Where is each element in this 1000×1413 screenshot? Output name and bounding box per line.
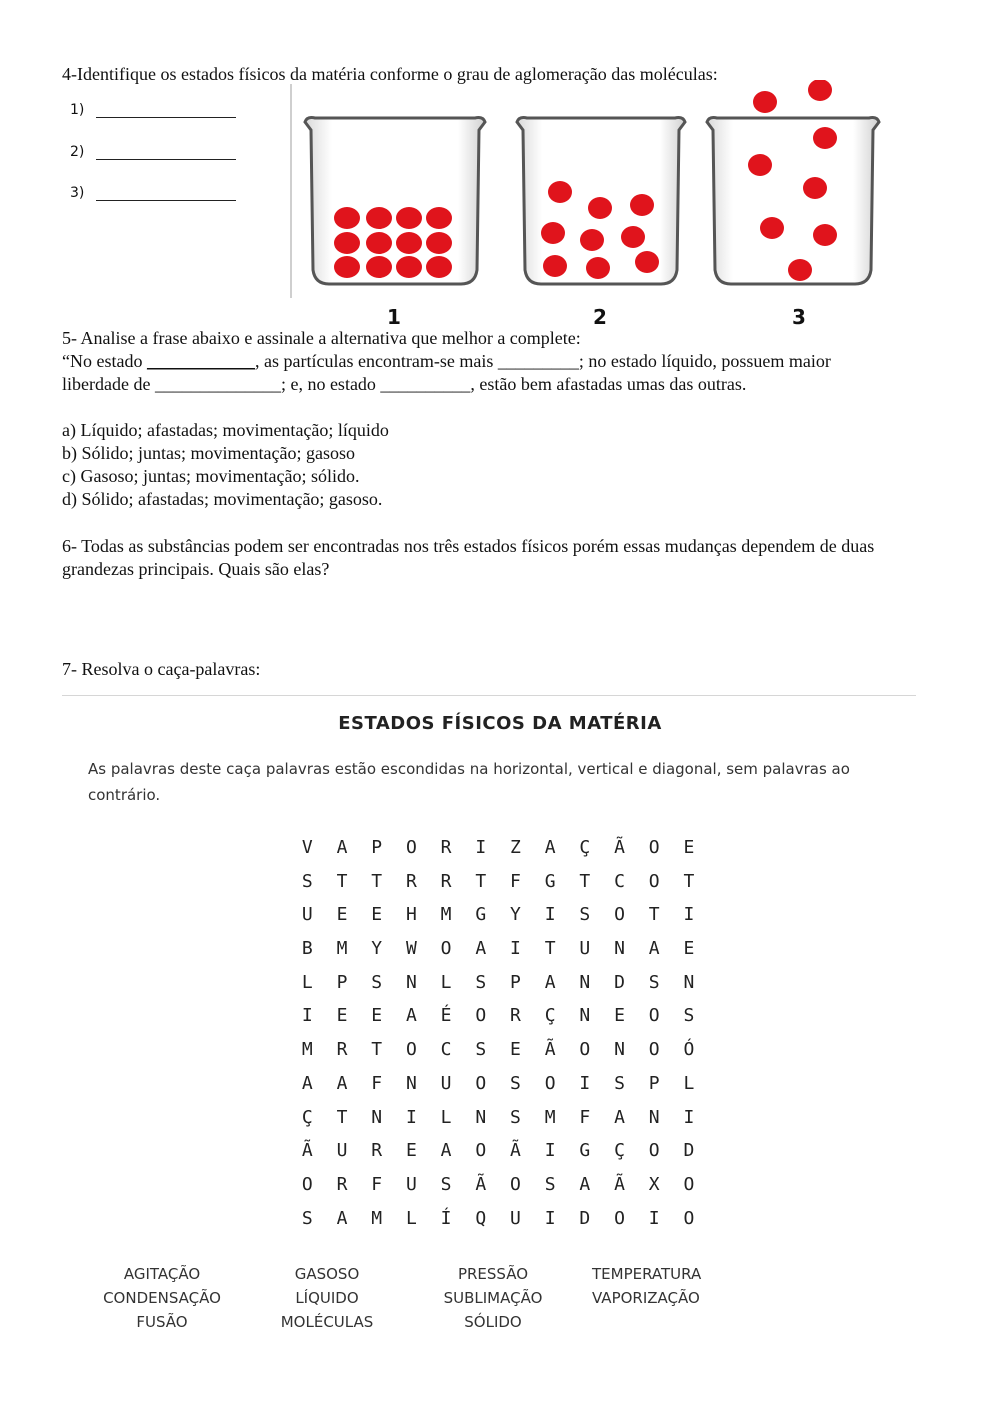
grid-letter[interactable]: O xyxy=(683,1173,695,1195)
grid-letter[interactable]: R xyxy=(405,870,417,892)
grid-letter[interactable]: I xyxy=(544,1140,556,1162)
image-border-line xyxy=(290,84,292,298)
grid-letter[interactable]: C xyxy=(614,870,625,892)
grid-letter[interactable]: Ç xyxy=(544,1005,556,1027)
beaker-gas xyxy=(707,80,879,284)
grid-letter[interactable]: O xyxy=(648,870,660,892)
word-list-column-1 xyxy=(92,1262,232,1334)
grid-row xyxy=(290,1105,706,1139)
grid-letter[interactable]: Ó xyxy=(683,1039,695,1061)
grid-letter[interactable]: R xyxy=(336,1039,348,1061)
grid-letter[interactable]: I xyxy=(683,1106,695,1128)
grid-row xyxy=(290,1003,706,1037)
grid-letter[interactable]: O xyxy=(510,1173,521,1195)
grid-letter[interactable]: T xyxy=(683,870,695,892)
option-a[interactable]: a) Líquido; afastadas; movimentação; líquido xyxy=(62,420,389,440)
grid-letter[interactable]: N xyxy=(579,971,591,993)
beaker-label-3: 3 xyxy=(792,305,806,329)
sentence-text: “No estado xyxy=(62,351,147,371)
grid-letter[interactable]: O xyxy=(579,1039,591,1061)
beaker-label-2: 2 xyxy=(593,305,607,329)
grid-letter[interactable]: Ã xyxy=(614,1173,625,1195)
grid-row xyxy=(290,1206,706,1240)
word-item: PRESSÃO xyxy=(457,1265,529,1283)
option-b[interactable]: b) Sólido; juntas; movimentação; gasoso xyxy=(62,443,355,463)
grid-letter[interactable]: D xyxy=(579,1207,591,1229)
grid-letter[interactable]: I xyxy=(405,1106,417,1128)
grid-letter[interactable]: U xyxy=(440,1072,452,1094)
grid-letter[interactable]: O xyxy=(475,1140,487,1162)
blank-number: 2) xyxy=(70,144,85,160)
word-item: VAPORIZAÇÃO xyxy=(592,1289,700,1307)
grid-letter[interactable]: A xyxy=(336,1072,348,1094)
answer-blank-1[interactable] xyxy=(70,102,236,118)
grid-letter[interactable]: Ç xyxy=(579,837,591,858)
question-5-title: 5- Analise a frase abaixo e assinale a alternativa que melhor a complete: xyxy=(62,328,581,348)
answer-blank-3[interactable] xyxy=(70,185,236,201)
grid-letter[interactable]: L xyxy=(301,971,313,993)
question-5-options xyxy=(62,419,389,511)
wordsearch-title: ESTADOS FÍSICOS DA MATÉRIA xyxy=(338,713,662,734)
grid-letter[interactable]: S xyxy=(510,1072,521,1094)
grid-letter[interactable]: T xyxy=(544,938,556,960)
grid-row xyxy=(290,1037,706,1071)
grid-letter[interactable]: G xyxy=(475,904,487,926)
blank-number: 3) xyxy=(70,185,85,201)
grid-letter[interactable]: R xyxy=(510,1005,521,1027)
word-item: TEMPERATURA xyxy=(592,1265,702,1283)
grid-letter[interactable]: N xyxy=(614,1039,625,1061)
grid-letter[interactable]: P xyxy=(371,837,383,858)
word-item: AGITAÇÃO xyxy=(123,1265,201,1283)
grid-letter[interactable]: L xyxy=(683,1072,695,1094)
word-item: SUBLIMAÇÃO xyxy=(443,1289,543,1307)
grid-letter[interactable]: C xyxy=(440,1039,452,1061)
grid-letter[interactable]: F xyxy=(510,870,521,892)
grid-letter[interactable]: E xyxy=(336,1005,348,1027)
word-item: SÓLIDO xyxy=(464,1313,522,1331)
grid-letter[interactable]: Ç xyxy=(301,1106,313,1128)
option-c[interactable]: c) Gasoso; juntas; movimentação; sólido. xyxy=(62,466,360,486)
grid-letter[interactable]: T xyxy=(336,870,348,892)
grid-letter[interactable]: O xyxy=(405,837,417,858)
word-item: GASOSO xyxy=(294,1265,360,1283)
grid-letter[interactable]: V xyxy=(301,837,313,858)
grid-letter[interactable]: I xyxy=(544,904,556,926)
grid-letter[interactable]: M xyxy=(544,1106,556,1128)
grid-letter[interactable]: D xyxy=(683,1140,695,1162)
grid-letter[interactable]: E xyxy=(371,904,383,926)
grid-letter[interactable]: N xyxy=(683,971,695,993)
grid-letter[interactable]: T xyxy=(336,1106,348,1128)
word-item: LÍQUIDO xyxy=(295,1289,359,1307)
grid-letter[interactable]: O xyxy=(648,1039,660,1061)
grid-letter[interactable]: Ã xyxy=(510,1140,521,1162)
grid-letter[interactable]: U xyxy=(579,938,591,960)
grid-letter[interactable]: S xyxy=(544,1173,556,1195)
grid-letter[interactable]: N xyxy=(614,938,625,960)
grid-letter[interactable]: S xyxy=(648,971,660,993)
wordsearch-description: As palavras deste caça palavras estão escondidas na horizontal, vertical e diagonal, sem palavras ao contrário. xyxy=(88,760,850,804)
grid-letter[interactable]: T xyxy=(371,870,383,892)
grid-letter[interactable]: B xyxy=(301,938,313,960)
grid-letter[interactable]: E xyxy=(683,938,695,960)
grid-letter[interactable]: H xyxy=(405,904,417,926)
grid-letter[interactable]: S xyxy=(579,904,591,926)
question-4-title: 4-Identifique os estados físicos da matéria conforme o grau de aglomeração das moléculas: xyxy=(62,64,718,84)
grid-letter[interactable]: M xyxy=(336,938,348,960)
grid-row xyxy=(290,936,706,970)
grid-letter[interactable]: S xyxy=(475,1039,487,1061)
question-5-sentence-line1 xyxy=(62,350,942,373)
grid-letter[interactable]: Y xyxy=(510,904,521,926)
grid-letter[interactable]: N xyxy=(648,1106,660,1128)
grid-letter[interactable]: R xyxy=(371,1140,383,1162)
grid-letter[interactable]: S xyxy=(301,1207,313,1229)
grid-letter[interactable]: Y xyxy=(371,938,383,960)
word-list-column-3 xyxy=(428,1262,558,1334)
grid-letter[interactable]: A xyxy=(336,837,348,858)
grid-letter[interactable]: U xyxy=(405,1173,417,1195)
grid-letter[interactable]: Ã xyxy=(544,1039,556,1061)
grid-letter[interactable]: R xyxy=(440,870,452,892)
grid-letter[interactable]: E xyxy=(614,1005,625,1027)
grid-letter[interactable]: O xyxy=(683,1207,695,1229)
grid-letter[interactable]: M xyxy=(371,1207,383,1229)
grid-letter[interactable]: Z xyxy=(510,837,521,858)
grid-letter[interactable]: A xyxy=(614,1106,625,1128)
grid-letter[interactable]: A xyxy=(405,1005,417,1027)
grid-letter[interactable]: P xyxy=(336,971,348,993)
grid-letter[interactable]: E xyxy=(683,837,695,858)
grid-letter[interactable]: O xyxy=(544,1072,556,1094)
grid-letter[interactable]: O xyxy=(475,1005,487,1027)
wordsearch-grid[interactable] xyxy=(290,835,706,1239)
grid-letter[interactable]: S xyxy=(683,1005,695,1027)
grid-letter[interactable]: S xyxy=(614,1072,625,1094)
grid-row xyxy=(290,869,706,903)
blank-line xyxy=(96,186,236,201)
grid-letter[interactable]: A xyxy=(544,971,556,993)
question-5-sentence-line2: liberdade de ______________; e, no estado __________, estão bem afastadas umas das outras. xyxy=(62,374,747,394)
word-list-column-2 xyxy=(262,1262,392,1334)
grid-letter[interactable]: P xyxy=(510,971,521,993)
grid-letter[interactable]: S xyxy=(440,1173,452,1195)
grid-letter[interactable]: I xyxy=(510,938,521,960)
grid-letter[interactable]: O xyxy=(440,938,452,960)
grid-letter[interactable]: S xyxy=(301,870,313,892)
word-item: CONDENSAÇÃO xyxy=(103,1289,221,1307)
grid-letter[interactable]: O xyxy=(475,1072,487,1094)
grid-letter[interactable]: Ã xyxy=(301,1140,313,1162)
grid-letter[interactable]: X xyxy=(648,1173,660,1195)
grid-letter[interactable]: Q xyxy=(475,1207,487,1229)
grid-letter[interactable]: Ç xyxy=(614,1140,625,1162)
grid-letter[interactable]: É xyxy=(440,1005,452,1027)
grid-letter[interactable]: I xyxy=(544,1207,556,1229)
grid-letter[interactable]: O xyxy=(648,837,660,858)
word-item: MOLÉCULAS xyxy=(280,1313,374,1331)
grid-letter[interactable]: U xyxy=(510,1207,521,1229)
grid-letter[interactable]: P xyxy=(648,1072,660,1094)
grid-letter[interactable]: E xyxy=(510,1039,521,1061)
grid-row xyxy=(290,970,706,1004)
grid-letter[interactable]: M xyxy=(301,1039,313,1061)
blank-number: 1) xyxy=(70,102,85,118)
grid-letter[interactable]: A xyxy=(301,1072,313,1094)
divider xyxy=(62,695,916,696)
grid-letter[interactable]: G xyxy=(544,870,556,892)
grid-letter[interactable]: M xyxy=(440,904,452,926)
grid-letter[interactable]: T xyxy=(648,904,660,926)
grid-letter[interactable]: N xyxy=(405,1072,417,1094)
grid-letter[interactable]: L xyxy=(405,1207,417,1229)
option-d[interactable]: d) Sólido; afastadas; movimentação; gasoso. xyxy=(62,489,383,509)
grid-row xyxy=(290,902,706,936)
grid-letter[interactable]: Ã xyxy=(475,1173,487,1195)
grid-letter[interactable]: O xyxy=(648,1140,660,1162)
grid-letter[interactable]: N xyxy=(579,1005,591,1027)
grid-letter[interactable]: A xyxy=(475,938,487,960)
grid-row xyxy=(290,1071,706,1105)
grid-letter[interactable]: G xyxy=(579,1140,591,1162)
grid-letter[interactable]: N xyxy=(371,1106,383,1128)
blank-line xyxy=(96,103,236,118)
grid-letter[interactable]: A xyxy=(648,938,660,960)
grid-letter[interactable]: E xyxy=(371,1005,383,1027)
answer-blank-2[interactable] xyxy=(70,144,236,160)
beaker-label-1: 1 xyxy=(387,305,401,329)
beakers-illustration xyxy=(295,80,895,300)
grid-letter[interactable]: T xyxy=(475,870,487,892)
sentence-text: , as partículas encontram-se mais _________; no estado líquido, possuem maior xyxy=(254,351,831,371)
grid-letter[interactable]: S xyxy=(371,971,383,993)
grid-letter[interactable]: A xyxy=(579,1173,591,1195)
grid-letter[interactable]: I xyxy=(301,1005,313,1027)
grid-letter[interactable]: R xyxy=(336,1173,348,1195)
grid-letter[interactable]: Í xyxy=(440,1207,452,1229)
grid-letter[interactable]: R xyxy=(440,837,452,858)
grid-row xyxy=(290,1172,706,1206)
grid-letter[interactable]: S xyxy=(510,1106,521,1128)
grid-letter[interactable]: E xyxy=(405,1140,417,1162)
grid-letter[interactable]: O xyxy=(614,904,625,926)
word-item: FUSÃO xyxy=(136,1313,188,1331)
grid-letter[interactable]: A xyxy=(544,837,556,858)
grid-row xyxy=(290,1138,706,1172)
beaker-liquid xyxy=(517,118,685,285)
grid-letter[interactable]: F xyxy=(371,1173,383,1195)
grid-letter[interactable]: L xyxy=(440,1106,452,1128)
grid-letter[interactable]: I xyxy=(683,904,695,926)
grid-letter[interactable]: F xyxy=(579,1106,591,1128)
grid-letter[interactable]: N xyxy=(475,1106,487,1128)
grid-letter[interactable]: U xyxy=(336,1140,348,1162)
grid-letter[interactable]: T xyxy=(371,1039,383,1061)
question-6: 6- Todas as substâncias podem ser encontradas nos três estados físicos porém essas mudanças dependem de duas grandezas principais. Quais são elas? xyxy=(62,536,875,579)
grid-row xyxy=(290,835,706,869)
grid-letter[interactable]: I xyxy=(579,1072,591,1094)
question-5 xyxy=(62,327,942,396)
grid-letter[interactable]: O xyxy=(614,1207,625,1229)
grid-letter[interactable]: I xyxy=(648,1207,660,1229)
grid-letter[interactable]: O xyxy=(301,1173,313,1195)
word-list-column-4 xyxy=(592,1262,722,1310)
grid-letter[interactable]: D xyxy=(614,971,625,993)
grid-letter[interactable]: E xyxy=(336,904,348,926)
grid-letter[interactable]: W xyxy=(405,938,417,960)
grid-letter[interactable]: U xyxy=(301,904,313,926)
grid-letter[interactable]: A xyxy=(336,1207,348,1229)
grid-letter[interactable]: T xyxy=(579,870,591,892)
grid-letter[interactable]: O xyxy=(648,1005,660,1027)
sentence-blank: ____________ xyxy=(146,351,255,371)
grid-letter[interactable]: F xyxy=(371,1072,383,1094)
grid-letter[interactable]: S xyxy=(475,971,487,993)
grid-letter[interactable]: Ã xyxy=(614,837,625,858)
grid-letter[interactable]: I xyxy=(475,837,487,858)
blank-line xyxy=(96,145,236,160)
question-7-title: 7- Resolva o caça-palavras: xyxy=(62,659,261,679)
grid-letter[interactable]: N xyxy=(405,971,417,993)
grid-letter[interactable]: O xyxy=(405,1039,417,1061)
grid-letter[interactable]: A xyxy=(440,1140,452,1162)
beaker-solid xyxy=(305,118,485,285)
grid-letter[interactable]: L xyxy=(440,971,452,993)
